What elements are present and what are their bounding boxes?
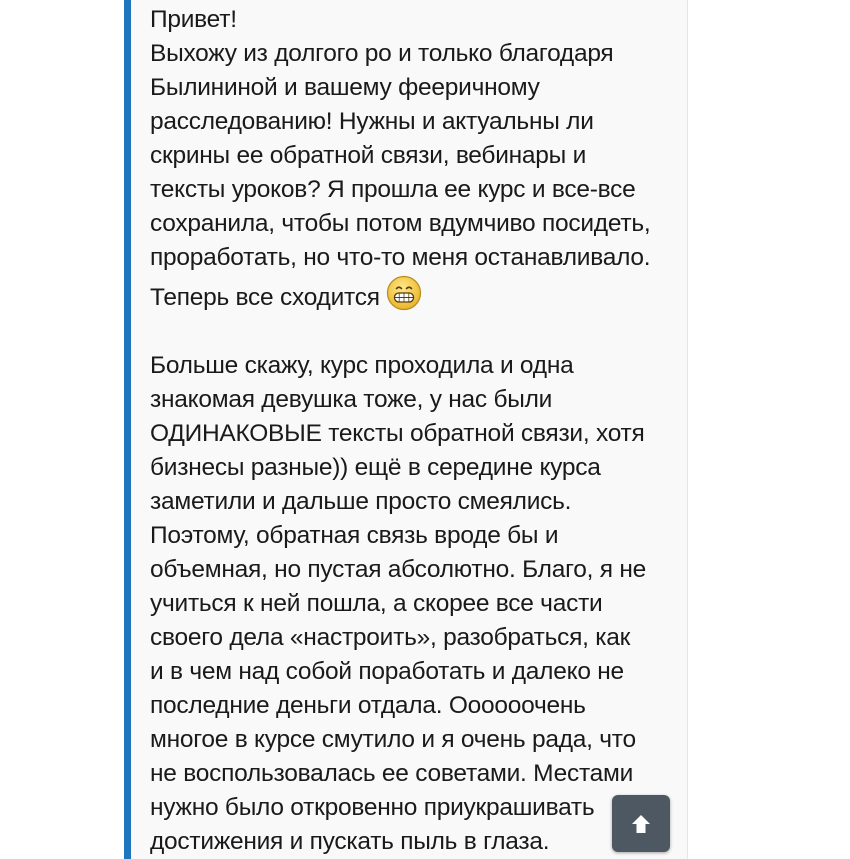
paragraph-1 <box>150 3 690 315</box>
text-line: многое в курсе смутило и я очень рада, что <box>150 726 636 753</box>
text-line: своего дела «настроить», разобраться, как <box>150 624 631 651</box>
message-body <box>150 3 690 859</box>
text-line: учиться к ней пошла, а скорее все части <box>150 590 603 617</box>
text-line: Выхожу из долгого ро и только благодаря <box>150 40 614 67</box>
arrow-up-icon <box>629 812 653 836</box>
grinning-face-icon <box>386 275 422 311</box>
text-line: нужно было откровенно приукрашивать <box>150 794 595 821</box>
text-line: Привет! <box>150 6 237 33</box>
text-line: расследованию! Нужны и актуальны ли <box>150 108 594 135</box>
text-line: заметили и дальше просто смеялись. <box>150 488 572 515</box>
paragraph-2 <box>150 349 690 859</box>
text-line: последние деньги отдала. Оооооочень <box>150 692 586 719</box>
scroll-to-top-button[interactable] <box>612 795 670 852</box>
quote-accent-bar <box>124 0 131 859</box>
text-line: бизнесы разные)) ещё в середине курса <box>150 454 601 481</box>
text-line: Былининой и вашему фееричному <box>150 74 540 101</box>
text-line: Поэтому, обратная связь вроде бы и <box>150 522 559 549</box>
text-line: и в чем над собой поработать и далеко не <box>150 658 624 685</box>
text-line: объемная, но пустая абсолютно. Благо, я не <box>150 556 646 583</box>
text-line: проработать, но что-то меня останавливало. <box>150 244 651 271</box>
text-line: Больше скажу, курс проходила и одна <box>150 352 574 379</box>
text-line: ОДИНАКОВЫЕ тексты обратной связи, хотя <box>150 420 645 447</box>
text-line: тексты уроков? Я прошла ее курс и все-все <box>150 176 636 203</box>
paragraph-gap <box>150 315 690 349</box>
text-line: знакомая девушка тоже, у нас были <box>150 386 553 413</box>
text-line: сохранила, чтобы потом вдумчиво посидеть, <box>150 210 651 237</box>
text-line: достижения и пускать пыль в глаза. <box>150 828 550 855</box>
text-line: скрины ее обратной связи, вебинары и <box>150 142 587 169</box>
text-line: не воспользовалась ее советами. Местами <box>150 760 634 787</box>
text-line-with-emoji <box>150 275 690 315</box>
text-line: Теперь все сходится <box>150 284 380 311</box>
